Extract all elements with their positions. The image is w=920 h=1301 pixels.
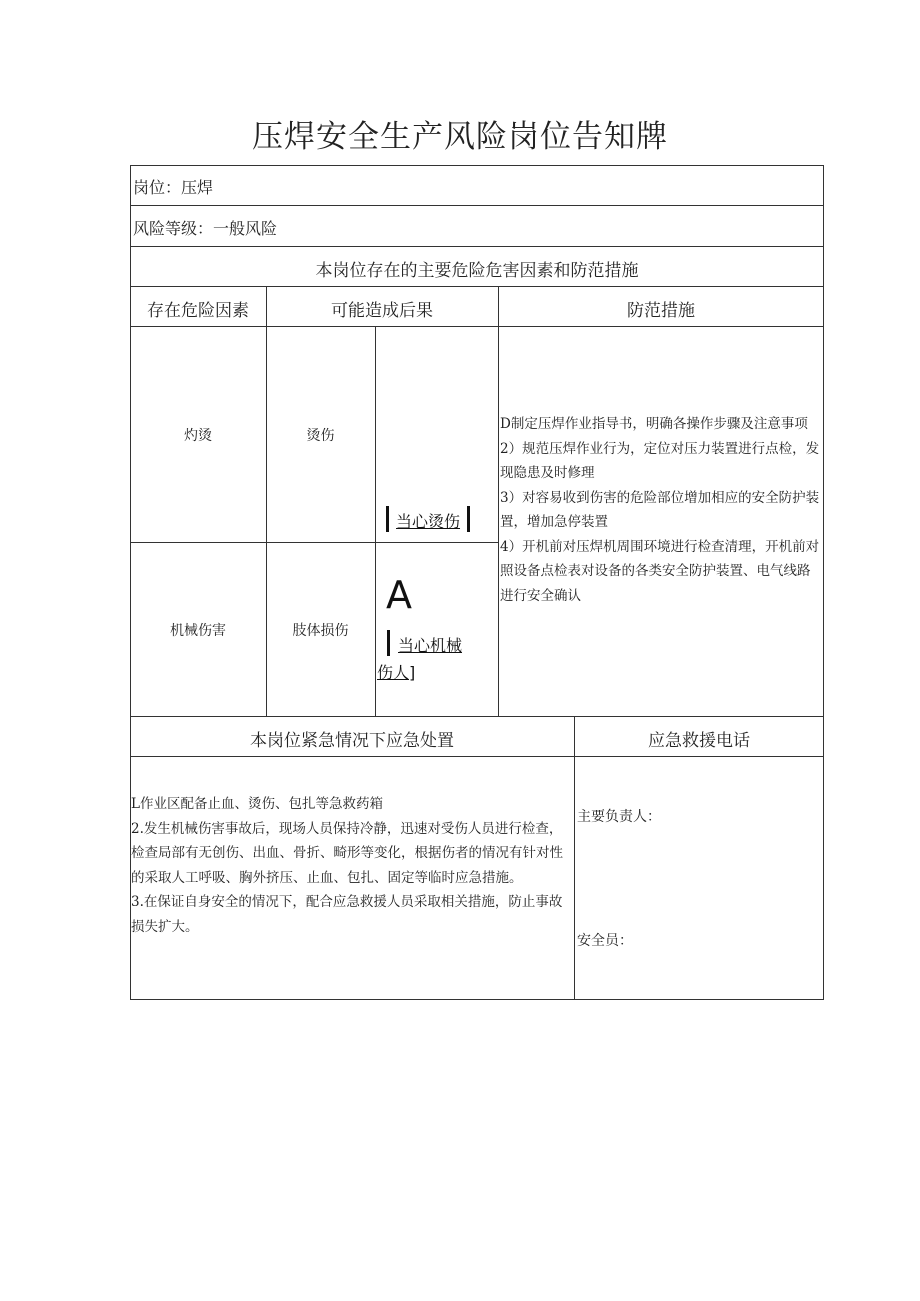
col-divider (574, 716, 575, 1000)
measure-item: 4）开机前对压焊机周围环境进行检查清理，开机前对照设备点检表对设备的各类安全防护装置、电气线路进行安全确认 (500, 538, 820, 604)
contact-safety-label: 安全员： (577, 933, 633, 949)
col-divider (266, 286, 267, 716)
burn-warning-sign (386, 504, 470, 540)
measure-item: 3）对容易收到伤害的危险部位增加相应的安全防护装置，增加急停装置 (500, 489, 820, 530)
col-header-measures: 防范措施 (627, 301, 695, 321)
hazard-consequence: 烫伤 (306, 428, 335, 444)
col-divider (498, 286, 499, 716)
col-header-consequence: 可能造成后果 (331, 301, 433, 321)
prevention-measures (500, 412, 823, 608)
contact-leader-label: 主要负责人： (577, 809, 661, 825)
emergency-step: 2.发生机械伤害事故后，现场人员保持冷静，迅速对受伤人员进行检查，检查局部有无创伤、出血、骨折、畸形等变化，根据伤者的情况有针对性的采取人工呼吸、胸外挤压、止血、包扎、固定等临时应急措施。 (131, 820, 563, 886)
col-header-factor: 存在危险因素 (147, 301, 249, 321)
emergency-steps (131, 792, 574, 939)
machine-sign-line1: 当心机械 (398, 636, 463, 655)
risk-level-label: 风险等级：一般风险 (133, 219, 278, 238)
row-divider (130, 205, 824, 206)
sign-bar (386, 506, 389, 532)
emergency-phone-heading: 应急救援电话 (648, 731, 750, 751)
sign-bar (387, 630, 390, 656)
position-label: 岗位：压焊 (133, 178, 214, 197)
emergency-step: 3.在保证自身安全的情况下，配合应急救援人员采取相关措施，防止事故损失扩大。 (131, 894, 563, 935)
hazard-factor: 机械伤害 (170, 623, 226, 639)
row-divider (130, 716, 824, 717)
col-divider (375, 326, 376, 716)
measure-item: D制定压焊作业指导书，明确各操作步骤及注意事项 (500, 416, 808, 432)
sign-bar (467, 506, 470, 532)
machine-sign-line2: 伤人] (377, 663, 416, 682)
machine-warning-sign (377, 628, 462, 664)
row-divider (130, 756, 824, 757)
emergency-step: L作业区配备止血、烫伤、包扎等急救药箱 (131, 796, 383, 812)
measure-item: 2）规范压焊作业行为，定位对压力装置进行点检，发现隐患及时修理 (500, 440, 820, 481)
row-divider (130, 246, 824, 247)
row-divider (130, 326, 824, 327)
row-divider (130, 542, 499, 543)
burn-sign-text: 当心烫伤 (396, 512, 461, 531)
row-divider (130, 286, 824, 287)
hazard-factor: 灼烫 (184, 428, 212, 444)
emergency-section-heading: 本岗位紧急情况下应急处置 (250, 731, 454, 751)
hazard-section-heading: 本岗位存在的主要危险危害因素和防范措施 (315, 261, 639, 281)
hazard-consequence: 肢体损伤 (292, 623, 349, 639)
page-title: 压焊安全生产风险岗位告知牌 (252, 119, 668, 155)
warning-triangle-glyph: A (386, 573, 412, 617)
